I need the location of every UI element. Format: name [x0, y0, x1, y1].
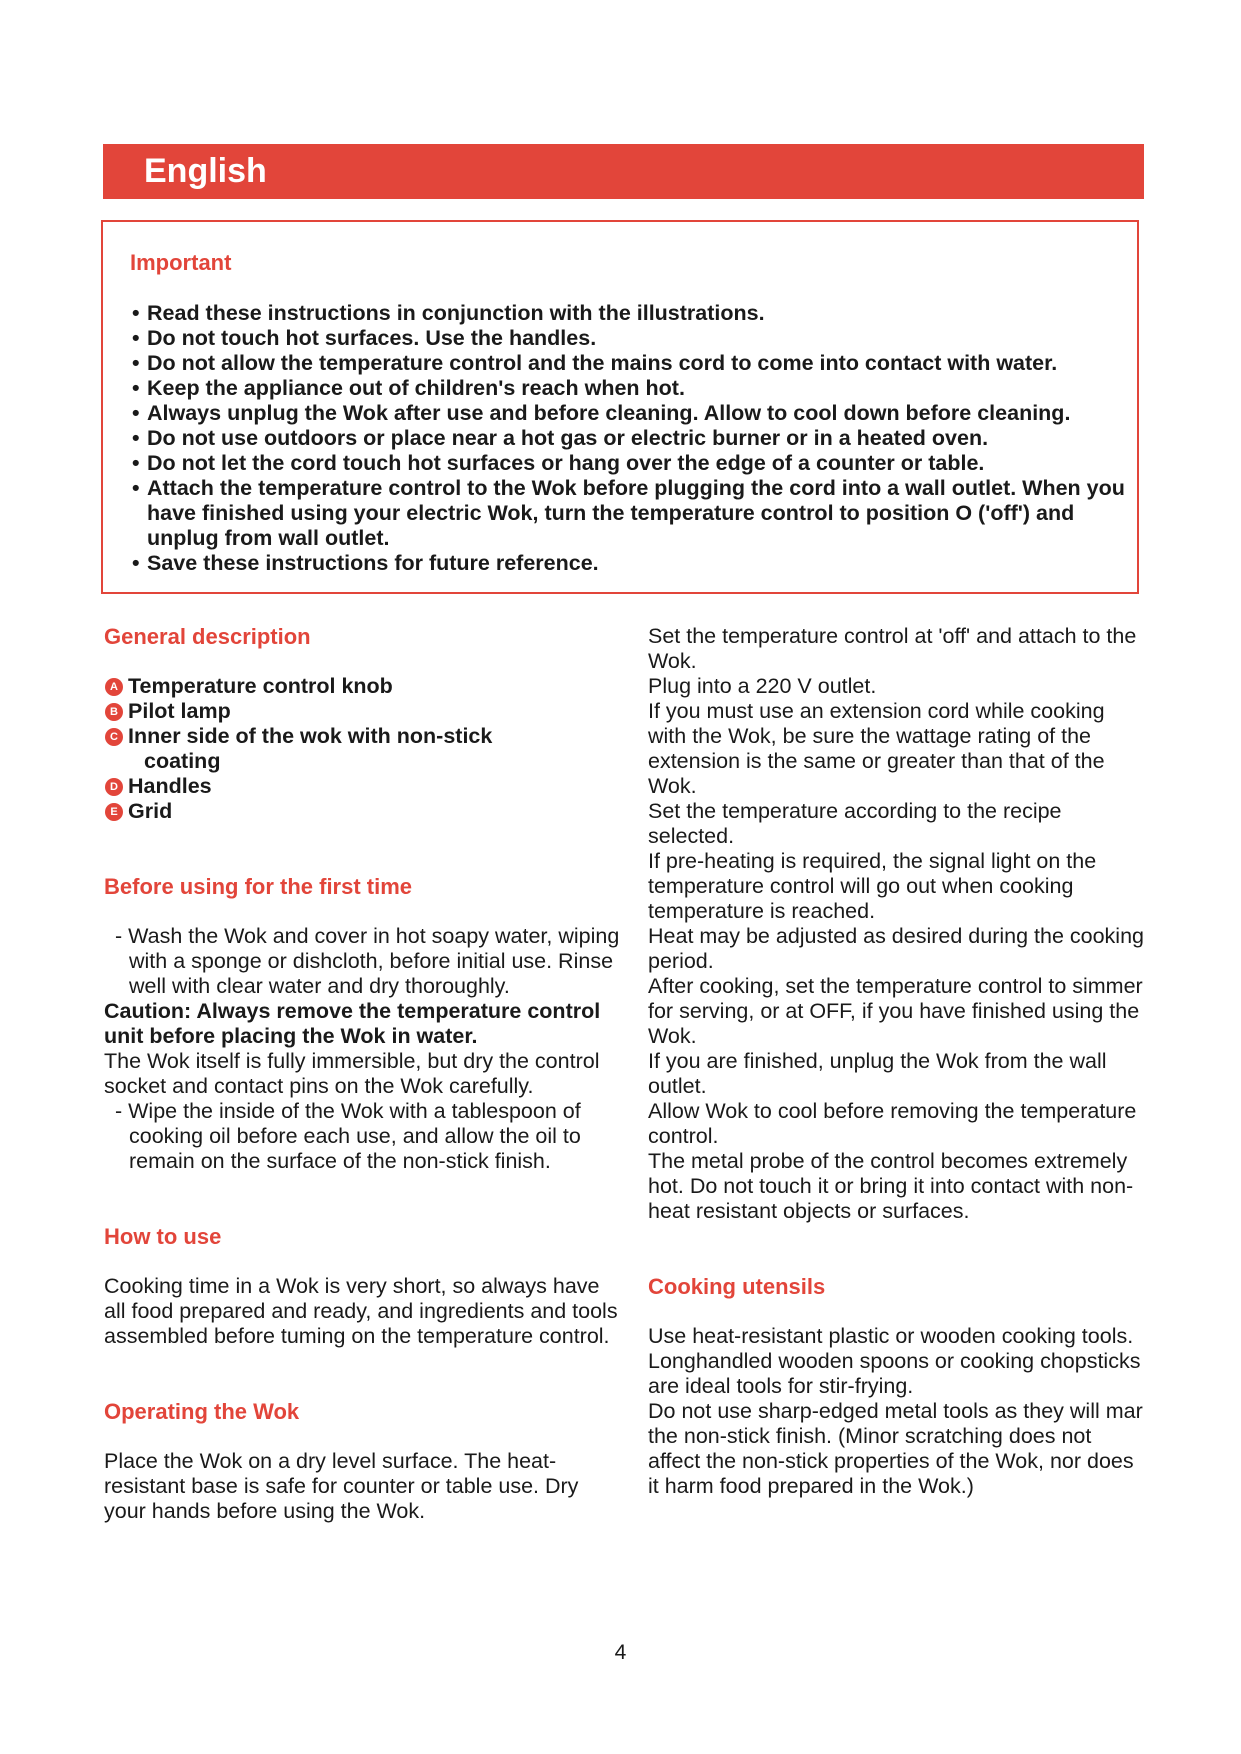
part-item: A Temperature control knob	[104, 674, 624, 699]
usage-paragraph: The metal probe of the control becomes extremely hot. Do not touch it or bring it into contact with non-heat resistant objects or surfaces.	[648, 1149, 1134, 1223]
part-item: E Grid	[104, 799, 624, 824]
important-item: • Do not use outdoors or place near a hot gas or electric burner or in a heated oven.	[132, 426, 989, 450]
important-item: • Do not let the cord touch hot surfaces or hang over the edge of a counter or table.	[132, 451, 985, 475]
general-description-heading: General description	[104, 624, 311, 649]
how-to-use-text: Cooking time in a Wok is very short, so always have all food prepared and ready, and ingredients and tools assembled before tuming on the temperature control.	[104, 1274, 618, 1348]
left-column	[104, 624, 624, 1524]
instruction-wash: - Wash the Wok and cover in hot soapy water, wiping with a sponge or dishcloth, before initial use. Rinse well with clear water and dry thoroughly.	[115, 924, 620, 998]
usage-paragraph: Set the temperature according to the recipe selected.	[648, 799, 1062, 848]
language-title: English	[144, 152, 267, 190]
part-item: B Pilot lamp	[104, 699, 624, 724]
important-heading: Important	[130, 250, 232, 275]
letter-badge-icon: B	[105, 703, 123, 721]
operating-text: Place the Wok on a dry level surface. The heat-resistant base is safe for counter or table use. Dry your hands before using the Wok.	[104, 1449, 579, 1523]
important-item: • Do not touch hot surfaces. Use the handles.	[132, 326, 597, 350]
how-to-use-heading: How to use	[104, 1224, 222, 1249]
important-list	[130, 301, 1130, 576]
usage-paragraph: Allow Wok to cool before removing the temperature control.	[648, 1099, 1137, 1148]
important-item: • Do not allow the temperature control and the mains cord to come into contact with water.	[132, 351, 1058, 375]
utensils-paragraph: Longhandled wooden spoons or cooking chopsticks are ideal tools for stir-frying.	[648, 1349, 1141, 1398]
utensils-paragraph: Use heat-resistant plastic or wooden cooking tools.	[648, 1324, 1134, 1348]
instruction-oil: - Wipe the inside of the Wok with a tablespoon of cooking oil before each use, and allow the oil to remain on the surface of the non-stick finish.	[115, 1099, 581, 1173]
letter-badge-icon: E	[105, 803, 123, 821]
part-item: C Inner side of the wok with non-stick coating	[104, 724, 624, 774]
cooking-utensils-heading: Cooking utensils	[648, 1274, 826, 1299]
operating-heading: Operating the Wok	[104, 1399, 300, 1424]
usage-paragraph: Set the temperature control at 'off' and attach to the Wok.	[648, 624, 1137, 673]
page-number: 4	[614, 1641, 627, 1664]
important-item: • Keep the appliance out of children's reach when hot.	[132, 376, 685, 400]
important-item: • Attach the temperature control to the Wok before plugging the cord into a wall outlet. When you have finished using your electric Wok, turn the temperature control to position O ('off') and unplug from wall outlet.	[132, 476, 1125, 550]
important-box	[101, 220, 1139, 594]
part-item: D Handles	[104, 774, 624, 799]
usage-paragraph: If you are finished, unplug the Wok from the wall outlet.	[648, 1049, 1107, 1098]
parts-list	[104, 674, 624, 824]
usage-paragraph: Heat may be adjusted as desired during the cooking period.	[648, 924, 1145, 973]
important-item: • Save these instructions for future reference.	[132, 551, 599, 575]
before-first-use-heading: Before using for the first time	[104, 874, 413, 899]
letter-badge-icon: C	[105, 728, 123, 746]
language-banner	[103, 144, 1144, 199]
immersible-note: The Wok itself is fully immersible, but dry the control socket and contact pins on the Wok carefully.	[104, 1049, 600, 1098]
important-item: • Always unplug the Wok after use and before cleaning. Allow to cool down before cleaning.	[132, 401, 1071, 425]
utensils-paragraph: Do not use sharp-edged metal tools as they will mar the non-stick finish. (Minor scratching does not affect the non-stick properties of the Wok, nor does it harm food prepared in the Wok.)	[648, 1399, 1143, 1498]
letter-badge-icon: A	[105, 678, 123, 696]
letter-badge-icon: D	[105, 778, 123, 796]
right-column	[648, 624, 1148, 1499]
usage-paragraph: If you must use an extension cord while cooking with the Wok, be sure the wattage rating of the extension is the same or greater than that of the Wok.	[648, 699, 1105, 798]
usage-paragraph: Plug into a 220 V outlet.	[648, 674, 877, 698]
caution-text: Caution: Always remove the temperature control unit before placing the Wok in water.	[104, 999, 601, 1048]
usage-paragraph: After cooking, set the temperature control to simmer for serving, or at OFF, if you have finished using the Wok.	[648, 974, 1143, 1048]
usage-paragraph: If pre-heating is required, the signal light on the temperature control will go out when cooking temperature is reached.	[648, 849, 1097, 923]
important-item: • Read these instructions in conjunction with the illustrations.	[132, 301, 765, 325]
